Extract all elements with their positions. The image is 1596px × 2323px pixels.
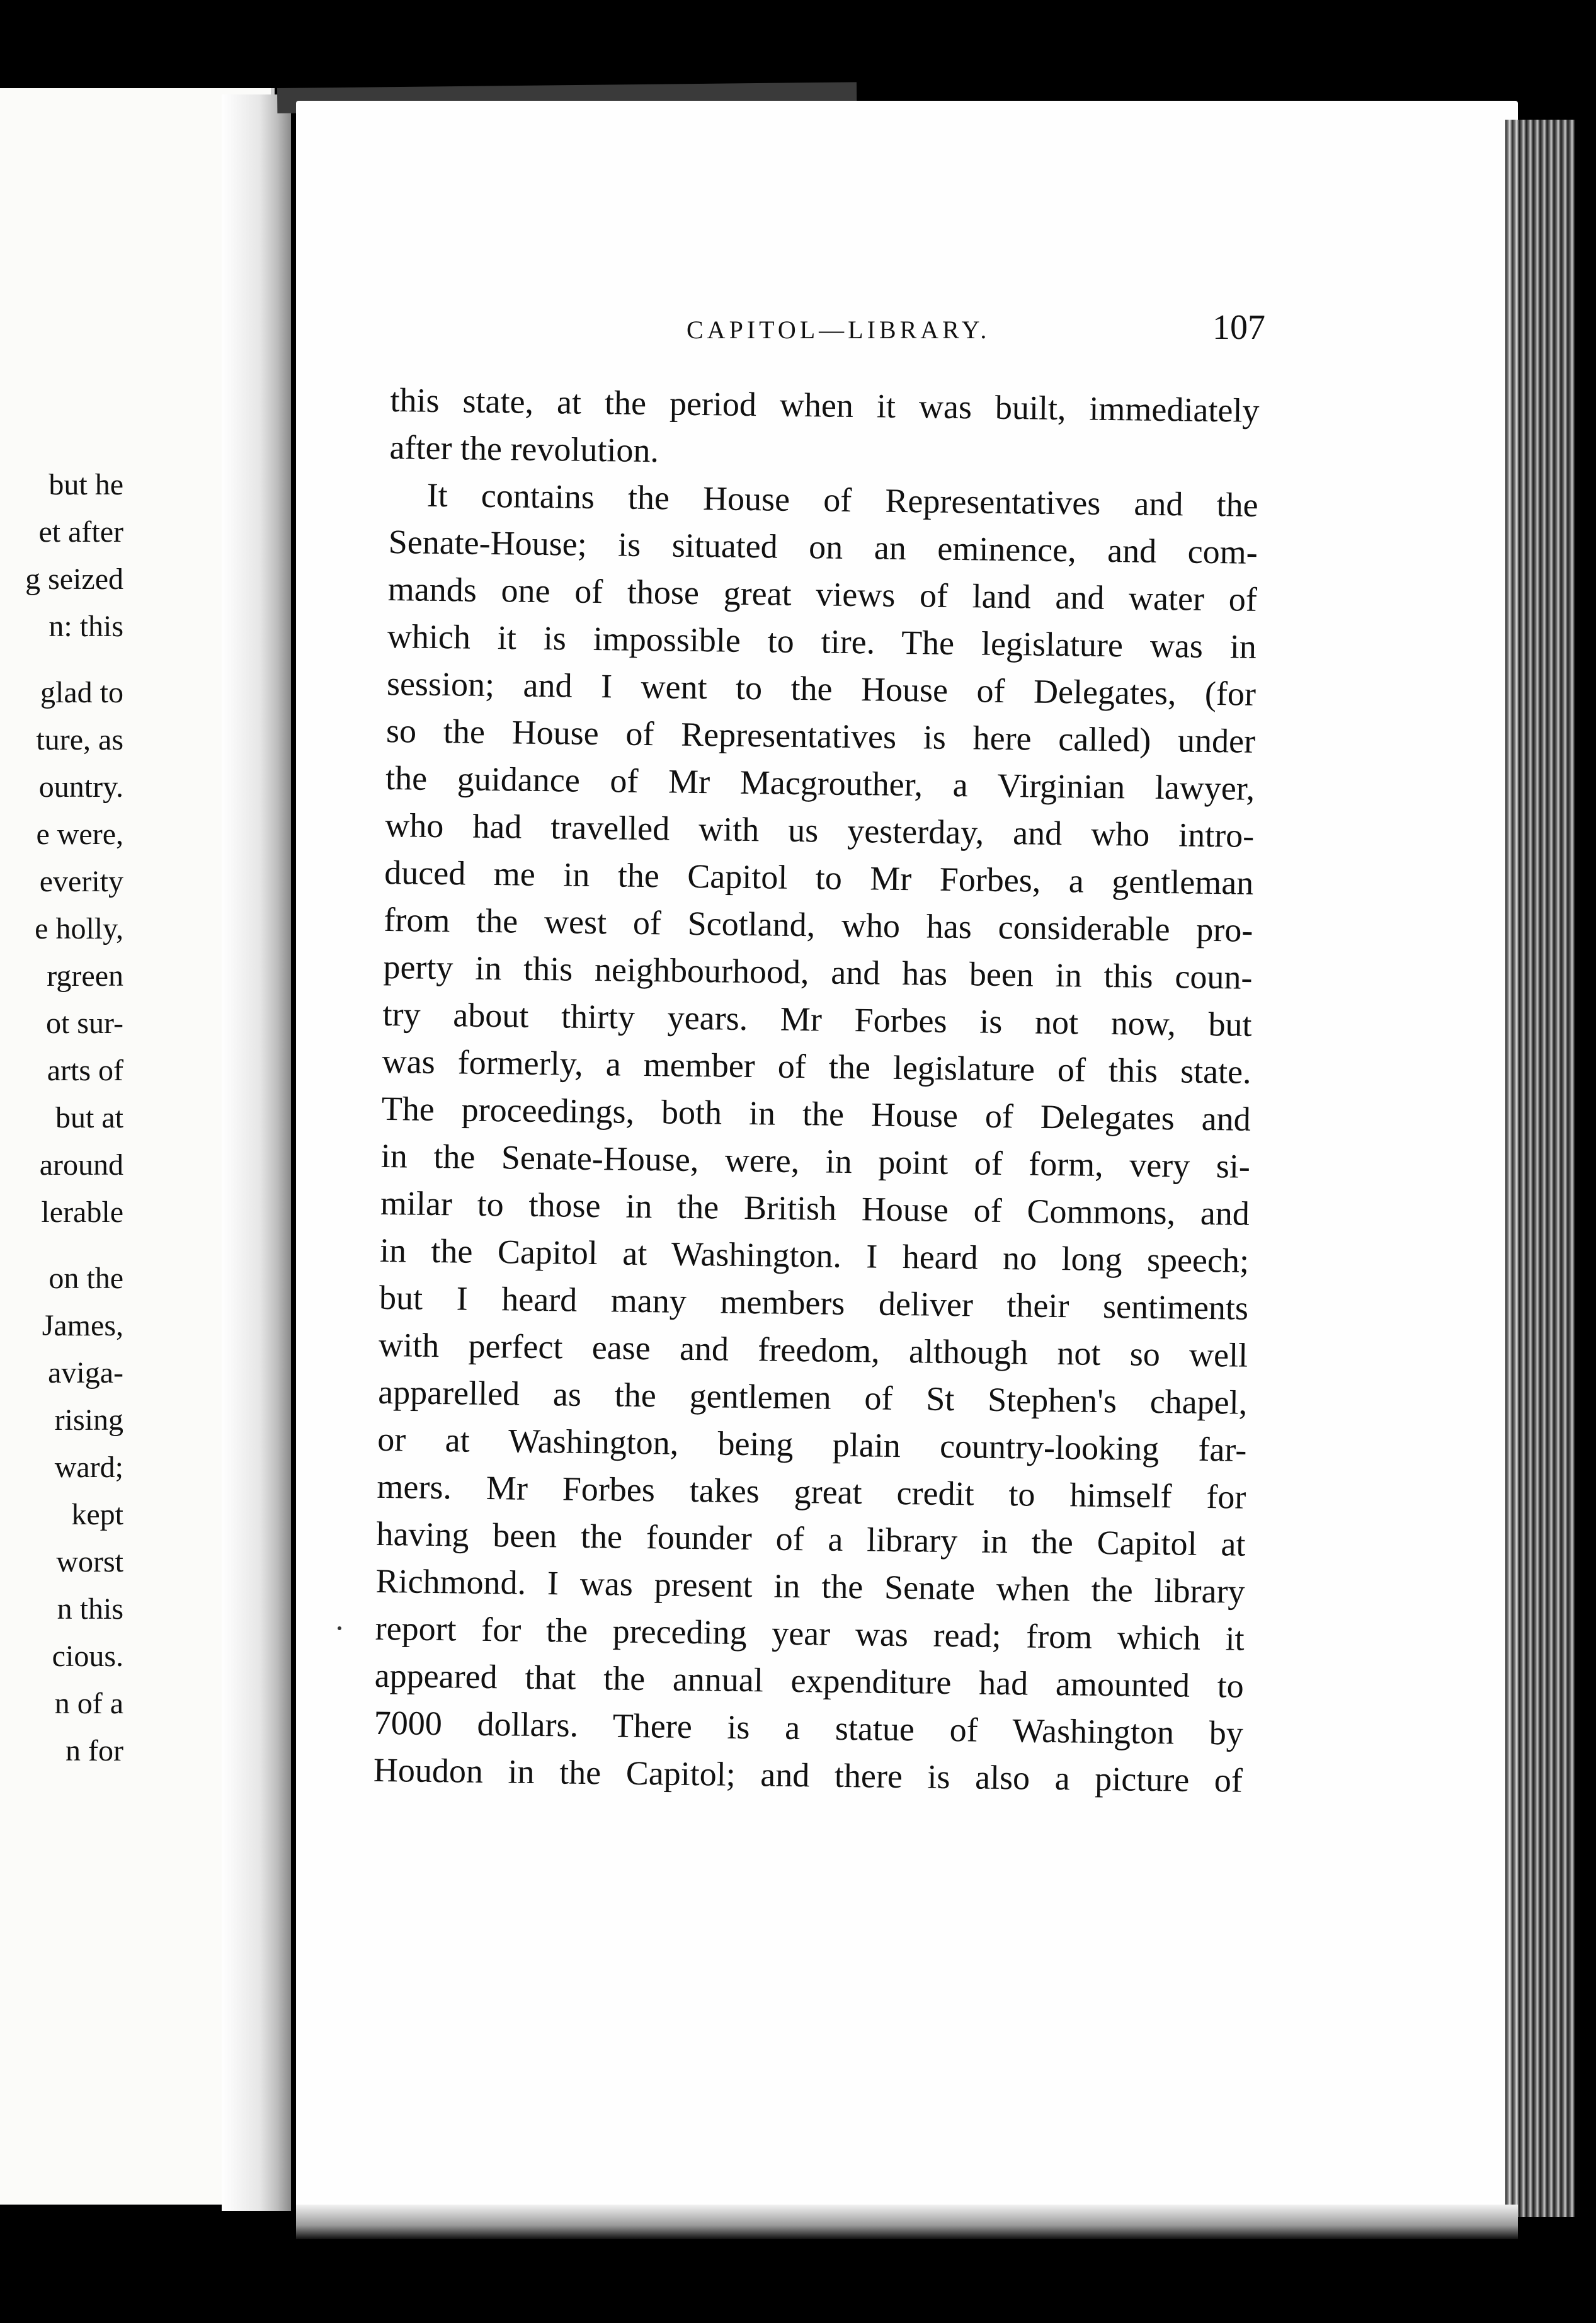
text-line: session; and I went to the House of Delegates, (for bbox=[386, 664, 1257, 713]
left-line: n this bbox=[57, 1592, 123, 1626]
text-line: apparelled as the gentlemen of St Stephen's chapel, bbox=[377, 1373, 1248, 1422]
text-line: The proceedings, both in the House of Delegates and bbox=[381, 1089, 1251, 1138]
left-line: James, bbox=[42, 1309, 123, 1342]
left-line: ward; bbox=[54, 1451, 123, 1484]
left-line: aviga- bbox=[48, 1356, 123, 1390]
left-line: rising bbox=[54, 1403, 123, 1437]
left-line: worst bbox=[56, 1545, 123, 1578]
previous-page-text bbox=[0, 461, 123, 1774]
text-line: so the House of Representatives is here called) under bbox=[385, 711, 1256, 760]
text-line: from the west of Scotland, who has considerable pro- bbox=[384, 900, 1253, 949]
text-line: but I heard many members deliver their sentiments bbox=[379, 1278, 1249, 1327]
left-line-gap bbox=[0, 1236, 123, 1255]
text-line: milar to those in the British House of Commons, and bbox=[380, 1184, 1250, 1233]
book-gutter bbox=[222, 94, 291, 2211]
ink-speck bbox=[338, 1626, 341, 1630]
left-line: rgreen bbox=[47, 959, 123, 993]
text-line: which it is impossible to tire. The legislature was in bbox=[387, 617, 1257, 666]
text-line: or at Washington, being plain country-looking far- bbox=[377, 1420, 1247, 1469]
left-line: around bbox=[39, 1148, 123, 1182]
text-line: try about thirty years. Mr Forbes is not now, but bbox=[382, 995, 1252, 1044]
left-line: n for bbox=[66, 1734, 123, 1767]
text-line: the guidance of Mr Macgrouther, a Virginian lawyer, bbox=[385, 758, 1255, 808]
text-line: in the Capitol at Washington. I heard no long speech; bbox=[379, 1231, 1250, 1280]
page-bottom-edge bbox=[296, 2205, 1518, 2239]
left-line: n of a bbox=[54, 1687, 123, 1720]
running-head: CAPITOL—LIBRARY. bbox=[687, 316, 991, 344]
text-line: with perfect ease and freedom, although not so well bbox=[378, 1325, 1248, 1374]
left-line: g seized bbox=[25, 562, 123, 596]
text-line: duced me in the Capitol to Mr Forbes, a gentleman bbox=[384, 853, 1254, 902]
left-line: ot sur- bbox=[45, 1007, 123, 1040]
text-line: perty in this neighbourhood, and has been in this coun- bbox=[383, 947, 1253, 996]
text-line: Houdon in the Capitol; and there is also a picture of bbox=[373, 1750, 1243, 1800]
text-line: Senate-House; is situated on an eminence, and com- bbox=[388, 522, 1258, 571]
left-line: e were, bbox=[36, 818, 123, 851]
left-line: but at bbox=[55, 1101, 123, 1134]
left-line-gap bbox=[0, 650, 123, 669]
page-number: 107 bbox=[1212, 308, 1265, 347]
text-line: Richmond. I was present in the Senate when the library bbox=[375, 1561, 1245, 1611]
left-line: but he bbox=[48, 468, 123, 501]
text-line: was formerly, a member of the legislature of this state. bbox=[382, 1042, 1251, 1091]
left-line: ture, as bbox=[36, 723, 123, 756]
left-line: kept bbox=[71, 1498, 123, 1531]
left-line: cious. bbox=[52, 1640, 123, 1673]
left-line: e holly, bbox=[35, 912, 123, 945]
text-line: appeared that the annual expenditure had amounted to bbox=[374, 1656, 1245, 1705]
left-line: arts of bbox=[47, 1054, 123, 1087]
body-text bbox=[373, 377, 1260, 1805]
page-edges bbox=[1505, 120, 1575, 2217]
text-line: 7000 dollars. There is a statue of Washington by bbox=[373, 1703, 1244, 1752]
text-line: in the Senate-House, were, in point of form, very si- bbox=[380, 1136, 1251, 1185]
left-line: n: this bbox=[48, 610, 123, 643]
text-line: mands one of those great views of land and water of bbox=[387, 569, 1258, 619]
left-line: on the bbox=[48, 1262, 123, 1295]
left-line: glad to bbox=[40, 676, 123, 709]
text-line: after the revolution. bbox=[389, 428, 659, 470]
text-line: mers. Mr Forbes takes great credit to himself for bbox=[377, 1467, 1246, 1516]
left-line: et after bbox=[38, 515, 123, 549]
text-line: who had travelled with us yesterday, and who intro- bbox=[384, 806, 1255, 855]
left-line: everity bbox=[39, 865, 123, 898]
text-line: this state, at the period when it was built, immediately bbox=[390, 380, 1260, 430]
text-line: It contains the House of Representatives and the bbox=[426, 476, 1258, 524]
left-line: lerable bbox=[41, 1196, 123, 1229]
text-line: having been the founder of a library in the Capitol at bbox=[376, 1514, 1246, 1563]
left-line: ountry. bbox=[38, 770, 123, 804]
text-line: report for the preceding year was read; from which it bbox=[375, 1609, 1245, 1658]
